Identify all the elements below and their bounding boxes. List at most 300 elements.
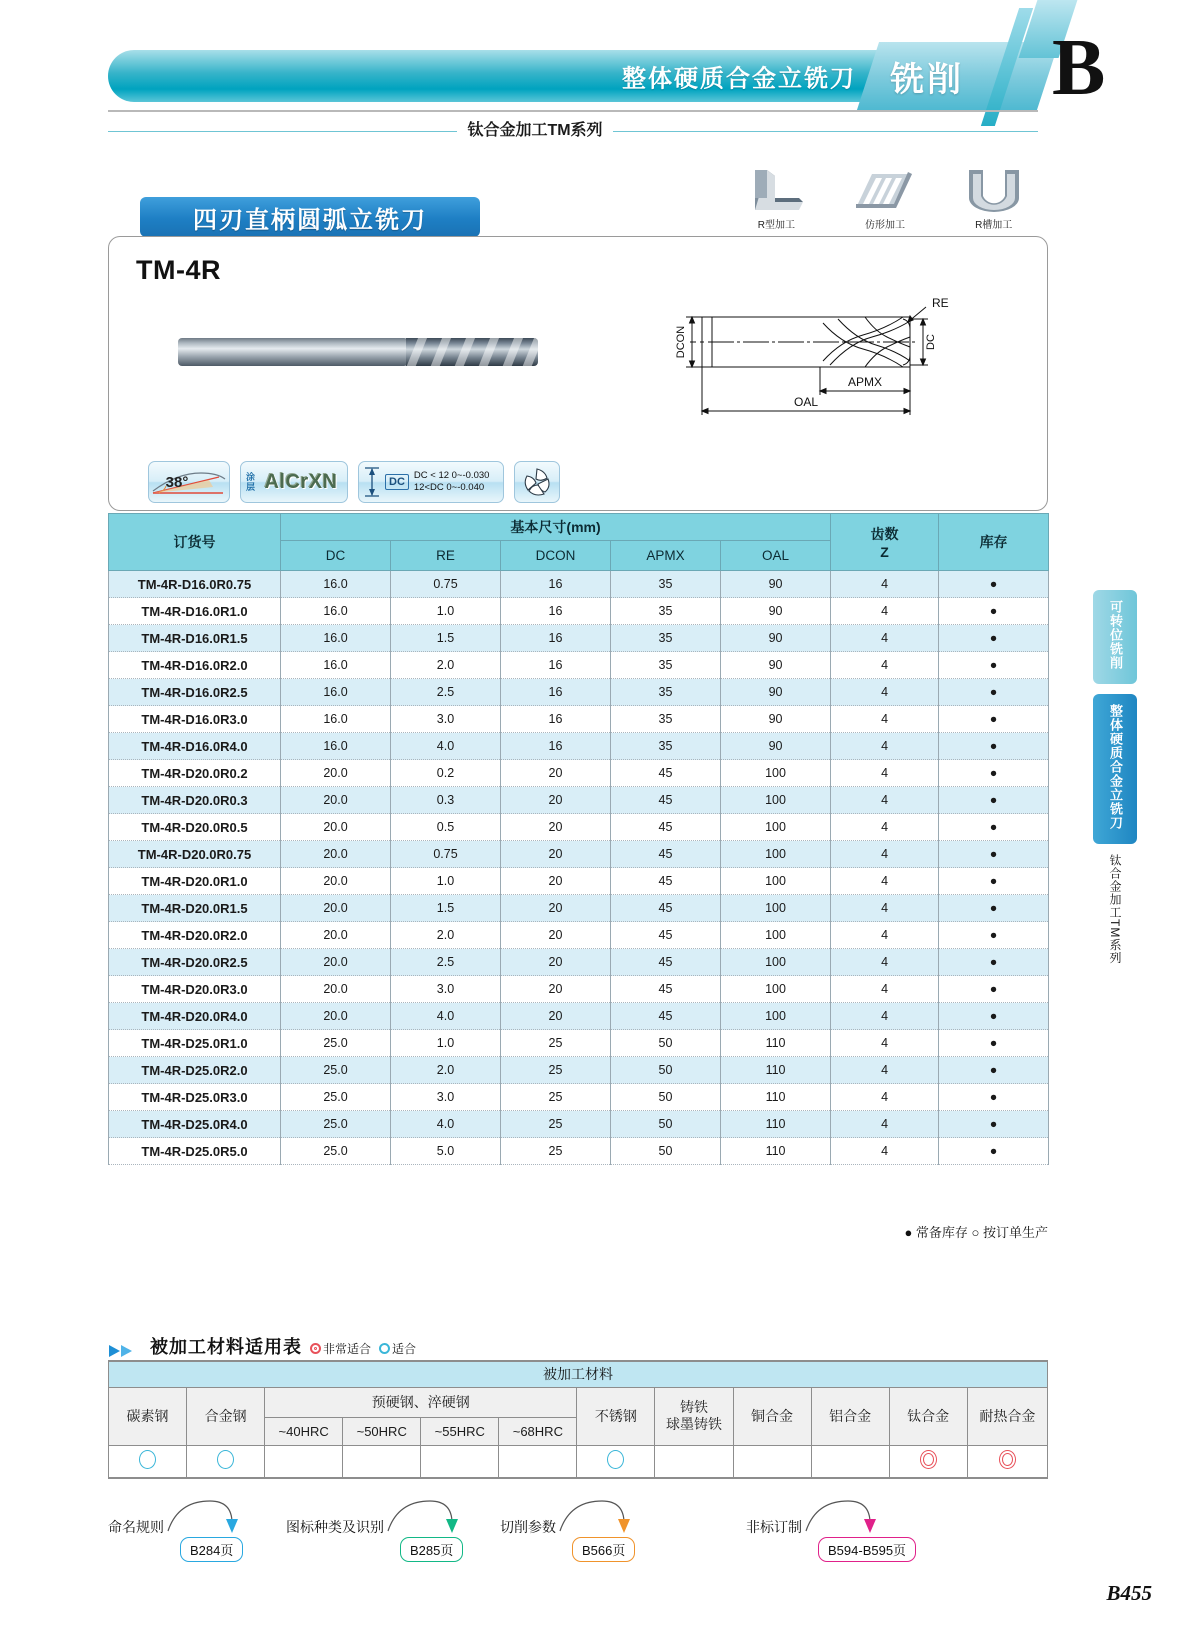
sidebar-item-solid-carbide-endmill[interactable] (1093, 694, 1137, 844)
cell-re: 2.0 (391, 1057, 501, 1084)
cell-apmx: 45 (611, 1003, 721, 1030)
cell-teeth: 4 (831, 706, 939, 733)
table-row (109, 652, 1049, 679)
cell-re: 1.0 (391, 598, 501, 625)
cell-order-no: TM-4R-D25.0R3.0 (109, 1084, 281, 1111)
cell-oal: 90 (721, 652, 831, 679)
cell-apmx: 35 (611, 571, 721, 598)
mat-col-cast-iron (655, 1387, 733, 1445)
excellent-mark-icon (310, 1343, 321, 1354)
cell-dc: 16.0 (281, 571, 391, 598)
cell-teeth: 4 (831, 1084, 939, 1111)
curved-arrow-icon (804, 1497, 882, 1542)
cell-dcon: 25 (501, 1084, 611, 1111)
table-row (109, 895, 1049, 922)
cell-apmx: 45 (611, 760, 721, 787)
cell-apmx: 35 (611, 706, 721, 733)
cell-dc: 16.0 (281, 679, 391, 706)
col-order-no: 订货号 (109, 514, 281, 571)
cell-stock: ● (939, 760, 1049, 787)
cell-teeth: 4 (831, 895, 939, 922)
cell-order-no: TM-4R-D25.0R5.0 (109, 1138, 281, 1165)
legend-excellent (310, 1340, 371, 1359)
col-dc: DC (281, 541, 391, 571)
cell-re: 4.0 (391, 1111, 501, 1138)
cell-teeth: 4 (831, 814, 939, 841)
cell-dc: 16.0 (281, 652, 391, 679)
cell-apmx: 45 (611, 949, 721, 976)
application-icons (735, 168, 1035, 236)
col-re: RE (391, 541, 501, 571)
cell-re: 3.0 (391, 976, 501, 1003)
cell-stock: ● (939, 787, 1049, 814)
cell-teeth: 4 (831, 625, 939, 652)
cell-order-no: TM-4R-D20.0R2.5 (109, 949, 281, 976)
table-row (109, 571, 1049, 598)
legend-suitable-label: 适合 (392, 1342, 417, 1356)
table-row (109, 1003, 1049, 1030)
reference-label: 切削参数 (500, 1519, 556, 1535)
cell-teeth: 4 (831, 1057, 939, 1084)
table-row (109, 976, 1049, 1003)
cell-re: 0.75 (391, 571, 501, 598)
cell-dc: 20.0 (281, 949, 391, 976)
cell-oal: 110 (721, 1084, 831, 1111)
cell-dcon: 20 (501, 814, 611, 841)
dimension-drawing (660, 295, 1030, 425)
cell-dcon: 25 (501, 1138, 611, 1165)
cell-teeth: 4 (831, 868, 939, 895)
table-row (109, 598, 1049, 625)
suitable-mark-icon (139, 1450, 156, 1469)
cell-dc: 25.0 (281, 1030, 391, 1057)
sidebar-item-indexable-milling[interactable] (1093, 590, 1137, 684)
cell-oal: 100 (721, 868, 831, 895)
material-banner-row (109, 1361, 1048, 1387)
cell-re: 0.2 (391, 760, 501, 787)
cell-teeth: 4 (831, 1138, 939, 1165)
cell-order-no: TM-4R-D20.0R0.75 (109, 841, 281, 868)
cell-dcon: 20 (501, 949, 611, 976)
cell-re: 0.3 (391, 787, 501, 814)
reference-page-badge[interactable]: B284页 (180, 1537, 243, 1562)
cell-stock: ● (939, 841, 1049, 868)
material-mark-cell (109, 1445, 187, 1478)
cell-dc: 25.0 (281, 1057, 391, 1084)
excellent-mark-icon (999, 1450, 1016, 1469)
cell-apmx: 45 (611, 895, 721, 922)
cell-order-no: TM-4R-D20.0R2.0 (109, 922, 281, 949)
table-row (109, 1057, 1049, 1084)
cell-oal: 100 (721, 922, 831, 949)
table-row (109, 1138, 1049, 1165)
col-basic-dimensions: 基本尺寸(mm) (281, 514, 831, 541)
cell-oal: 90 (721, 625, 831, 652)
cell-oal: 100 (721, 949, 831, 976)
cell-re: 0.5 (391, 814, 501, 841)
cell-stock: ● (939, 976, 1049, 1003)
cell-dcon: 20 (501, 1003, 611, 1030)
mat-col-carbon-steel: 碳素钢 (109, 1387, 187, 1445)
side-tab-label: 可转位铣削 (1108, 600, 1123, 670)
cell-oal: 100 (721, 976, 831, 1003)
cell-dc: 20.0 (281, 868, 391, 895)
cell-oal: 100 (721, 895, 831, 922)
cell-stock: ● (939, 949, 1049, 976)
cell-stock: ● (939, 895, 1049, 922)
cell-stock: ● (939, 1084, 1049, 1111)
feature-badges (148, 460, 560, 504)
cell-order-no: TM-4R-D16.0R1.0 (109, 598, 281, 625)
cell-dcon: 16 (501, 571, 611, 598)
app-icon-caption: R槽加工 (975, 220, 1013, 231)
suitable-mark-icon (607, 1450, 624, 1469)
table-row (109, 922, 1049, 949)
cell-teeth: 4 (831, 1030, 939, 1057)
cast-iron-line2: 球墨铸铁 (665, 1416, 722, 1432)
cell-re: 1.0 (391, 868, 501, 895)
cell-teeth: 4 (831, 1111, 939, 1138)
table-row (109, 1111, 1049, 1138)
curved-arrow-icon (166, 1497, 244, 1542)
cell-re: 4.0 (391, 733, 501, 760)
cell-oal: 100 (721, 814, 831, 841)
cell-dc: 16.0 (281, 598, 391, 625)
cell-dcon: 20 (501, 787, 611, 814)
cell-teeth: 4 (831, 679, 939, 706)
reference-page-badge[interactable]: B566页 (572, 1537, 635, 1562)
cell-dcon: 16 (501, 625, 611, 652)
side-tab-label: 整体硬质合金立铣刀 (1108, 704, 1123, 830)
reference-label: 图标种类及识别 (286, 1519, 384, 1535)
header-title-bar (108, 50, 878, 102)
table-row (109, 949, 1049, 976)
cell-oal: 100 (721, 760, 831, 787)
reference-page-badge[interactable]: B594-B595页 (818, 1537, 916, 1562)
cell-stock: ● (939, 625, 1049, 652)
col-teeth (831, 514, 939, 571)
cell-re: 1.0 (391, 1030, 501, 1057)
mat-col-hrc-55: ~55HRC (421, 1417, 499, 1445)
cell-stock: ● (939, 1111, 1049, 1138)
cell-order-no: TM-4R-D25.0R1.0 (109, 1030, 281, 1057)
app-icon-r-profile (735, 168, 818, 236)
col-stock: 库存 (939, 514, 1049, 571)
cell-teeth: 4 (831, 733, 939, 760)
cell-re: 2.0 (391, 652, 501, 679)
col-teeth-line1: 齿数 (870, 526, 899, 542)
col-dcon: DCON (501, 541, 611, 571)
spec-header-row-1 (109, 514, 1049, 541)
cell-dcon: 25 (501, 1111, 611, 1138)
material-marks-row (109, 1445, 1048, 1478)
material-mark-cell (655, 1445, 733, 1478)
cell-dc: 25.0 (281, 1138, 391, 1165)
tolerance-symbol: DC (385, 474, 409, 490)
table-row (109, 787, 1049, 814)
cell-dc: 16.0 (281, 706, 391, 733)
material-mark-cell (421, 1445, 499, 1478)
cell-oal: 90 (721, 598, 831, 625)
table-row (109, 1084, 1049, 1111)
r-profile-machining-icon (735, 168, 818, 214)
cell-dcon: 16 (501, 652, 611, 679)
table-row (109, 841, 1049, 868)
cell-apmx: 50 (611, 1030, 721, 1057)
cell-teeth: 4 (831, 598, 939, 625)
helix-angle-value: 38° (165, 473, 189, 491)
col-oal: OAL (721, 541, 831, 571)
cell-stock: ● (939, 1003, 1049, 1030)
material-mark-cell (733, 1445, 811, 1478)
curved-arrow-icon (386, 1497, 464, 1542)
cell-stock: ● (939, 922, 1049, 949)
mat-col-hrc-40: ~40HRC (265, 1417, 343, 1445)
cell-stock: ● (939, 706, 1049, 733)
curved-arrow-icon (558, 1497, 636, 1542)
cell-dc: 20.0 (281, 760, 391, 787)
cell-apmx: 45 (611, 787, 721, 814)
app-icon-caption: 仿形加工 (865, 220, 905, 231)
app-icon-caption: R型加工 (757, 220, 795, 231)
side-series-note (1093, 854, 1137, 967)
cast-iron-line1: 铸铁 (679, 1399, 708, 1415)
cell-dcon: 20 (501, 895, 611, 922)
cell-oal: 110 (721, 1057, 831, 1084)
specification-table (108, 513, 1049, 1165)
cell-re: 2.5 (391, 679, 501, 706)
copy-machining-icon (844, 168, 927, 214)
cell-dc: 20.0 (281, 1003, 391, 1030)
mat-col-copper-alloy: 铜合金 (733, 1387, 811, 1445)
r-slot-machining-icon (952, 168, 1035, 214)
cell-stock: ● (939, 679, 1049, 706)
cell-apmx: 45 (611, 922, 721, 949)
cell-oal: 90 (721, 571, 831, 598)
table-row (109, 1030, 1049, 1057)
cell-order-no: TM-4R-D16.0R0.75 (109, 571, 281, 598)
mat-col-hrc-50: ~50HRC (343, 1417, 421, 1445)
coating-label: 涂层 (245, 472, 255, 492)
app-icon-copy-machining (844, 168, 927, 236)
cell-re: 0.75 (391, 841, 501, 868)
suitable-mark-icon (217, 1450, 234, 1469)
reference-label: 命名规则 (108, 1519, 164, 1535)
cell-stock: ● (939, 1138, 1049, 1165)
cell-stock: ● (939, 571, 1049, 598)
header-category-label: 铣削 (890, 61, 964, 99)
cell-teeth: 4 (831, 949, 939, 976)
table-row (109, 679, 1049, 706)
cell-dc: 20.0 (281, 841, 391, 868)
material-mark-cell (187, 1445, 265, 1478)
cell-order-no: TM-4R-D25.0R4.0 (109, 1111, 281, 1138)
material-mark-cell (499, 1445, 577, 1478)
cell-apmx: 35 (611, 652, 721, 679)
cell-dc: 16.0 (281, 625, 391, 652)
cell-order-no: TM-4R-D20.0R0.2 (109, 760, 281, 787)
cell-dc: 20.0 (281, 787, 391, 814)
cell-apmx: 35 (611, 679, 721, 706)
material-mark-cell (577, 1445, 655, 1478)
cell-re: 3.0 (391, 1084, 501, 1111)
cell-teeth: 4 (831, 787, 939, 814)
cell-dcon: 20 (501, 760, 611, 787)
header-title: 整体硬质合金立铣刀 (622, 65, 856, 93)
material-group-row (109, 1387, 1048, 1417)
table-row (109, 814, 1049, 841)
cell-re: 4.0 (391, 1003, 501, 1030)
col-teeth-line2: Z (880, 544, 889, 560)
cell-dcon: 20 (501, 922, 611, 949)
cell-oal: 90 (721, 733, 831, 760)
section-letter: B (1052, 24, 1106, 112)
cell-apmx: 45 (611, 976, 721, 1003)
cell-order-no: TM-4R-D25.0R2.0 (109, 1057, 281, 1084)
cell-stock: ● (939, 598, 1049, 625)
table-row (109, 625, 1049, 652)
reference-page-badge[interactable]: B285页 (400, 1537, 463, 1562)
cell-order-no: TM-4R-D20.0R3.0 (109, 976, 281, 1003)
cell-dcon: 20 (501, 841, 611, 868)
cell-dcon: 20 (501, 868, 611, 895)
cell-stock: ● (939, 733, 1049, 760)
cell-teeth: 4 (831, 922, 939, 949)
cell-dc: 20.0 (281, 922, 391, 949)
mat-col-aluminum-alloy: 铝合金 (811, 1387, 889, 1445)
cell-order-no: TM-4R-D20.0R1.5 (109, 895, 281, 922)
material-banner: 被加工材料 (109, 1361, 1048, 1387)
four-flute-icon (520, 465, 554, 499)
mat-col-titanium-alloy: 钛合金 (889, 1387, 967, 1445)
cell-apmx: 50 (611, 1084, 721, 1111)
mat-col-alloy-steel: 合金钢 (187, 1387, 265, 1445)
label-dcon: DCON (675, 325, 687, 359)
excellent-mark-icon (920, 1450, 937, 1469)
legend-suitable (379, 1340, 416, 1359)
col-apmx: APMX (611, 541, 721, 571)
cell-re: 5.0 (391, 1138, 501, 1165)
legend-excellent-label: 非常适合 (323, 1342, 372, 1356)
table-row (109, 706, 1049, 733)
cell-re: 2.5 (391, 949, 501, 976)
cell-apmx: 35 (611, 733, 721, 760)
table-row (109, 733, 1049, 760)
cell-oal: 90 (721, 679, 831, 706)
cell-dc: 25.0 (281, 1084, 391, 1111)
cell-order-no: TM-4R-D16.0R2.0 (109, 652, 281, 679)
cell-order-no: TM-4R-D16.0R2.5 (109, 679, 281, 706)
cell-order-no: TM-4R-D16.0R4.0 (109, 733, 281, 760)
cell-teeth: 4 (831, 841, 939, 868)
material-mark-cell (811, 1445, 889, 1478)
coating-material: AlCrXN (264, 470, 338, 493)
cell-dcon: 25 (501, 1057, 611, 1084)
badge-helix-angle (148, 461, 230, 503)
cell-re: 3.0 (391, 706, 501, 733)
tolerance-line-2: 12<DC 0~-0.040 (413, 482, 485, 493)
cell-oal: 110 (721, 1030, 831, 1057)
cell-order-no: TM-4R-D20.0R0.3 (109, 787, 281, 814)
cell-apmx: 50 (611, 1057, 721, 1084)
cell-apmx: 35 (611, 625, 721, 652)
cell-stock: ● (939, 868, 1049, 895)
cell-order-no: TM-4R-D16.0R3.0 (109, 706, 281, 733)
material-mark-cell (967, 1445, 1047, 1478)
cell-dc: 25.0 (281, 1111, 391, 1138)
label-re: RE (932, 296, 949, 310)
material-table-title: 被加工材料适用表 (150, 1337, 302, 1357)
material-table-heading (108, 1333, 416, 1359)
cell-oal: 90 (721, 706, 831, 733)
material-mark-cell (343, 1445, 421, 1478)
cell-re: 1.5 (391, 895, 501, 922)
label-dc: DC (925, 334, 937, 350)
cell-order-no: TM-4R-D20.0R0.5 (109, 814, 281, 841)
header-subtitle-wrap (0, 117, 1070, 140)
cell-re: 2.0 (391, 922, 501, 949)
cell-apmx: 45 (611, 814, 721, 841)
cell-dc: 20.0 (281, 814, 391, 841)
cell-apmx: 35 (611, 598, 721, 625)
tool-shank (178, 338, 408, 366)
label-apmx: APMX (847, 375, 883, 389)
cell-teeth: 4 (831, 571, 939, 598)
mat-col-heat-resistant: 耐热合金 (967, 1387, 1047, 1445)
cell-stock: ● (939, 1057, 1049, 1084)
cell-stock: ● (939, 652, 1049, 679)
page-header (0, 0, 1200, 150)
mat-col-stainless: 不锈钢 (577, 1387, 655, 1445)
tolerance-values (414, 470, 490, 494)
reference-links (108, 1495, 938, 1558)
cell-order-no: TM-4R-D16.0R1.5 (109, 625, 281, 652)
cell-oal: 110 (721, 1138, 831, 1165)
double-chevron-icon (108, 1343, 142, 1359)
specification-rows (109, 571, 1049, 1165)
cell-dc: 20.0 (281, 895, 391, 922)
table-row (109, 760, 1049, 787)
cell-dcon: 16 (501, 679, 611, 706)
side-tab-strip (1093, 590, 1137, 967)
mat-col-hrc-68: ~68HRC (499, 1417, 577, 1445)
product-code: TM-4R (136, 255, 221, 285)
header-divider-gray (108, 110, 1038, 112)
material-mark-row (109, 1445, 1048, 1478)
badge-tolerance (358, 461, 504, 503)
mat-col-prehardened: 预硬钢、淬硬钢 (265, 1387, 577, 1417)
tool-photo (178, 330, 538, 374)
material-mark-cell (265, 1445, 343, 1478)
cell-oal: 100 (721, 841, 831, 868)
cell-teeth: 4 (831, 1003, 939, 1030)
cell-teeth: 4 (831, 976, 939, 1003)
suitable-mark-icon (379, 1343, 390, 1354)
badge-four-flute (514, 461, 560, 503)
material-applicability-table (108, 1360, 1048, 1479)
cell-teeth: 4 (831, 652, 939, 679)
cell-apmx: 50 (611, 1138, 721, 1165)
product-title: 四刃直柄圆弧立铣刀 (140, 197, 480, 237)
cell-stock: ● (939, 814, 1049, 841)
side-series-note-text: 钛合金加工TM系列 (1108, 854, 1122, 965)
tool-flutes (406, 338, 538, 366)
cell-apmx: 50 (611, 1111, 721, 1138)
cell-dc: 16.0 (281, 733, 391, 760)
cell-order-no: TM-4R-D20.0R4.0 (109, 1003, 281, 1030)
cell-oal: 110 (721, 1111, 831, 1138)
cell-stock: ● (939, 1030, 1049, 1057)
